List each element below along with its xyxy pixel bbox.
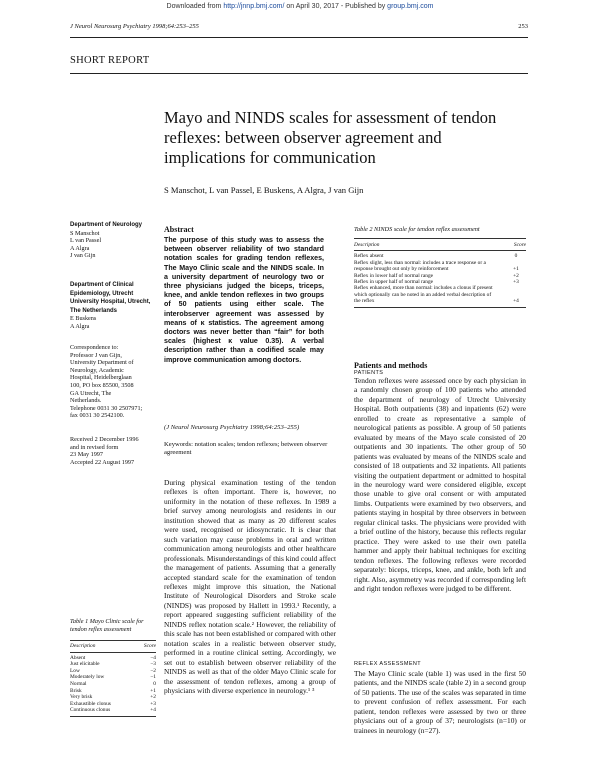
- row-description: Very brisk: [70, 694, 93, 701]
- table-row: [70, 681, 156, 688]
- table-row: [70, 655, 156, 662]
- methods-heading: Patients and methods: [354, 361, 428, 370]
- row-score: 0: [153, 680, 156, 687]
- affiliation-name: A Algra: [70, 322, 90, 330]
- patients-heading: PATIENTS: [354, 370, 384, 376]
- methods-section: [354, 361, 526, 593]
- table-row: [70, 701, 156, 708]
- received-line: 23 May 1997: [70, 451, 103, 459]
- table-row: [70, 694, 156, 701]
- row-score: +4: [513, 298, 519, 305]
- correspondence-block: [70, 344, 158, 420]
- column-header: Score: [143, 643, 156, 649]
- top-rule: [70, 37, 528, 38]
- row-description: Reflex slight, less than normal: includes a trace response or a response brought out only by reinforcement: [354, 259, 486, 273]
- page-number: 253: [518, 23, 528, 30]
- row-score: +2: [150, 694, 156, 701]
- table-row: [70, 688, 156, 695]
- section-label: SHORT REPORT: [70, 55, 150, 66]
- row-description: Exhaustible clonus: [70, 700, 111, 707]
- row-score: +3: [150, 700, 156, 707]
- row-description: Moderately low: [70, 674, 105, 681]
- correspondence-line: fax 0031 30 2542100.: [70, 412, 125, 420]
- journal-reference: J Neurol Neurosurg Psychiatry 1998;64:253–255: [70, 23, 199, 30]
- column-header: Score: [513, 242, 526, 248]
- journal-url-link[interactable]: http://jnnp.bmj.com/: [223, 3, 285, 10]
- row-score: +3: [513, 279, 519, 286]
- abstract-text: The purpose of this study was to assess the between observer reliability of two standard notation scales for grading tendon reflexes, The Mayo Clinic scale and the NINDS scale. In a university department of neurology two or three physicians judged the biceps, triceps, knee, and ankle tendon reflexes in two groups of 50 patients using either scale. The interobserver agreement was assessed by means of κ statistics. The agreement among doctors was never better than “fair” for both scales (highest κ value 0.35). A verbal description rather than a codified scale may improve communication among doctors.: [164, 236, 324, 364]
- section-rule: [70, 73, 528, 74]
- row-description: Absent: [70, 654, 86, 661]
- correspondence-line: Telephone 0031 30 2507971;: [70, 404, 143, 412]
- row-score: −4: [150, 654, 156, 661]
- affiliation-name: E Buskens: [70, 315, 97, 323]
- table-row: [70, 661, 156, 668]
- table-row: [70, 668, 156, 675]
- row-description: Reflex in upper half of normal range: [354, 279, 434, 286]
- abstract-heading: Abstract: [164, 225, 194, 234]
- row-description: Normal: [70, 680, 87, 687]
- affiliation-heading: Department of Neurology: [70, 222, 143, 228]
- affiliation-name: L van Passel: [70, 237, 102, 245]
- download-line: [0, 3, 600, 10]
- table1-caption: Table 1 Mayo Clinic scale for tendon reflex assessment: [70, 618, 144, 633]
- introduction-text: During physical examination testing of the tendon reflexes is often important. There is, however, no uniformity in the notation of these reflexes. In 1989 a brief survey among neurologists and residents in our institution showed that as many as 20 different scales were used, recognised or idiosyncratic. It is clear that such variation may cause problems in oral and written communication among neurologists and other healthcare professionals. Misunderstandings of this kind could affect the management of patients. Assuming that a generally accepted standard scale for the examination of tendon reflexes might improve this situation, the National Institute of Neurological Disorders and Stroke scale (NINDS) was proposed by Hallett in 1993.¹ Recently, a report appeared suggesting sufficient reliability of the NINDS reflex notation scale.² However, the reliability of this scale has not been established or compared with other notation scales in a realistic between observer study, performed in a routine clinical setting. Accordingly, we set out to establish between observer reliability of the NINDS as well as that of the older Mayo Clinic scale for the assessment of tendon reflexes, among a group of physicians with diverse experience in neurology.¹ ³: [164, 478, 336, 695]
- row-description: Continuous clonus: [70, 707, 111, 714]
- affiliation-name: J van Gijn: [70, 252, 96, 260]
- affiliation-neurology: [70, 221, 158, 260]
- table-row: [70, 674, 156, 681]
- row-description: Brisk: [70, 687, 82, 694]
- correspondence-line: University Department of: [70, 359, 134, 367]
- correspondence-line: Hospital, Heidelberglaan: [70, 374, 132, 382]
- article-title: Mayo and NINDS scales for assessment of tendon reflexes: between observer agreement and implications for communication: [164, 108, 497, 167]
- reflex-heading: REFLEX ASSESSMENT: [354, 661, 422, 667]
- download-mid: on April 30, 2017 - Published by: [284, 3, 388, 10]
- column-header: Description: [70, 643, 96, 649]
- row-description: Reflex absent: [354, 253, 384, 260]
- correspondence-line: Correspondence to:: [70, 344, 119, 351]
- received-line: Received 2 December 1996: [70, 436, 139, 443]
- table-row: [70, 707, 156, 716]
- affiliation-name: A Algra: [70, 244, 90, 252]
- row-score: +1: [150, 687, 156, 694]
- row-description: Just elicitable: [70, 661, 100, 668]
- received-line: Accepted 22 August 1997: [70, 458, 135, 466]
- affiliation-heading: Department of Clinical Epidemiology, Utrecht University Hospital, Utrecht, The Netherlands: [70, 282, 151, 314]
- correspondence-line: Neurology, Academic: [70, 366, 124, 374]
- author-list: S Manschot, L van Passel, E Buskens, A Algra, J van Gijn: [164, 185, 364, 195]
- correspondence-line: Professor J van Gijn,: [70, 351, 122, 359]
- table2: [354, 238, 526, 308]
- affiliation-name: S Manschot: [70, 229, 100, 237]
- row-score: +2: [513, 272, 519, 279]
- correspondence-line: GA Utrecht, The: [70, 389, 112, 397]
- patients-text: Tendon reflexes were assessed once by each physician in a randomly chosen group of 100 patients who attended the department of neurology of Utrecht University Hospital. Both outpatients (38) and inpatients (62) were enrolled to create as representative a sample of neurological patients as possible. A group of 50 patients evaluated by means of the Mayo scale consisted of 20 outpatients and 30 inpatients. The other group of 50 patients was evaluated by means of the NINDS scale and consisted of 18 outpatients and 32 inpatients. All patients visiting the outpatient department or admitted to hospital in the neurology ward were considered eligible, except those unable to give oral consent or with amputated limbs. Outpatients were examined by two observers, and patients staying in hospital by three observers in between regular clinical tasks. The physicians were provided with a brief outline of the history, because this reflects regular practice. They were asked to use their own patella hammer and apply their habitual techniques for exciting tendon reflexes. The following reflexes were recorded separately: biceps, triceps, knee, and ankle, both left and right. Also, asymmetry was recorded if corresponding left and right tendon reflexes were judged to be different.: [354, 376, 526, 593]
- row-score: −3: [150, 661, 156, 668]
- correspondence-line: Netherlands.: [70, 397, 102, 405]
- table2-caption: Table 2 NINDS scale for tendon reflex assessment: [354, 226, 480, 233]
- table1: [70, 640, 156, 717]
- table2-header: [354, 239, 526, 251]
- column-header: Description: [354, 242, 380, 248]
- row-description: Reflex in lower half of normal range: [354, 272, 434, 279]
- row-score: −2: [150, 667, 156, 674]
- table1-header: [70, 641, 156, 653]
- citation: (J Neurol Neurosurg Psychiatry 1998;64:253–255): [164, 424, 300, 431]
- row-score: +4: [150, 707, 156, 714]
- row-score: 0: [514, 253, 518, 260]
- table-row: [354, 260, 526, 273]
- publisher-url-link[interactable]: group.bmj.com: [387, 3, 434, 10]
- row-description: Low: [70, 667, 80, 674]
- received-line: and in revised form: [70, 443, 119, 451]
- received-block: [70, 436, 158, 466]
- row-score: +1: [513, 266, 519, 273]
- row-description: Reflex enhanced, more than normal: includes a clonus if present which optionally can be noted in an added verbal description of the reflex: [354, 285, 493, 305]
- row-score: −1: [150, 674, 156, 681]
- correspondence-line: 100, PO box 85500, 3508: [70, 381, 134, 389]
- download-prefix: Downloaded from: [166, 3, 224, 10]
- reflex-text: The Mayo Clinic scale (table 1) was used in the first 50 patients, and the NINDS scale (table 2) in a second group of 50 patients. The use of the scales was separated in time to prevent confusion of reflex assessment. For each patient, tendon reflexes were assessed by two or three physicians out of a group of 37; neurologists (n=10) or trainees in neurology (n=27).: [354, 669, 526, 735]
- keywords: Keywords: notation scales; tendon reflexes; between observer agreement: [164, 441, 328, 456]
- table-row: [354, 285, 526, 306]
- affiliation-epidemiology: [70, 281, 158, 331]
- reflex-section: [354, 661, 526, 735]
